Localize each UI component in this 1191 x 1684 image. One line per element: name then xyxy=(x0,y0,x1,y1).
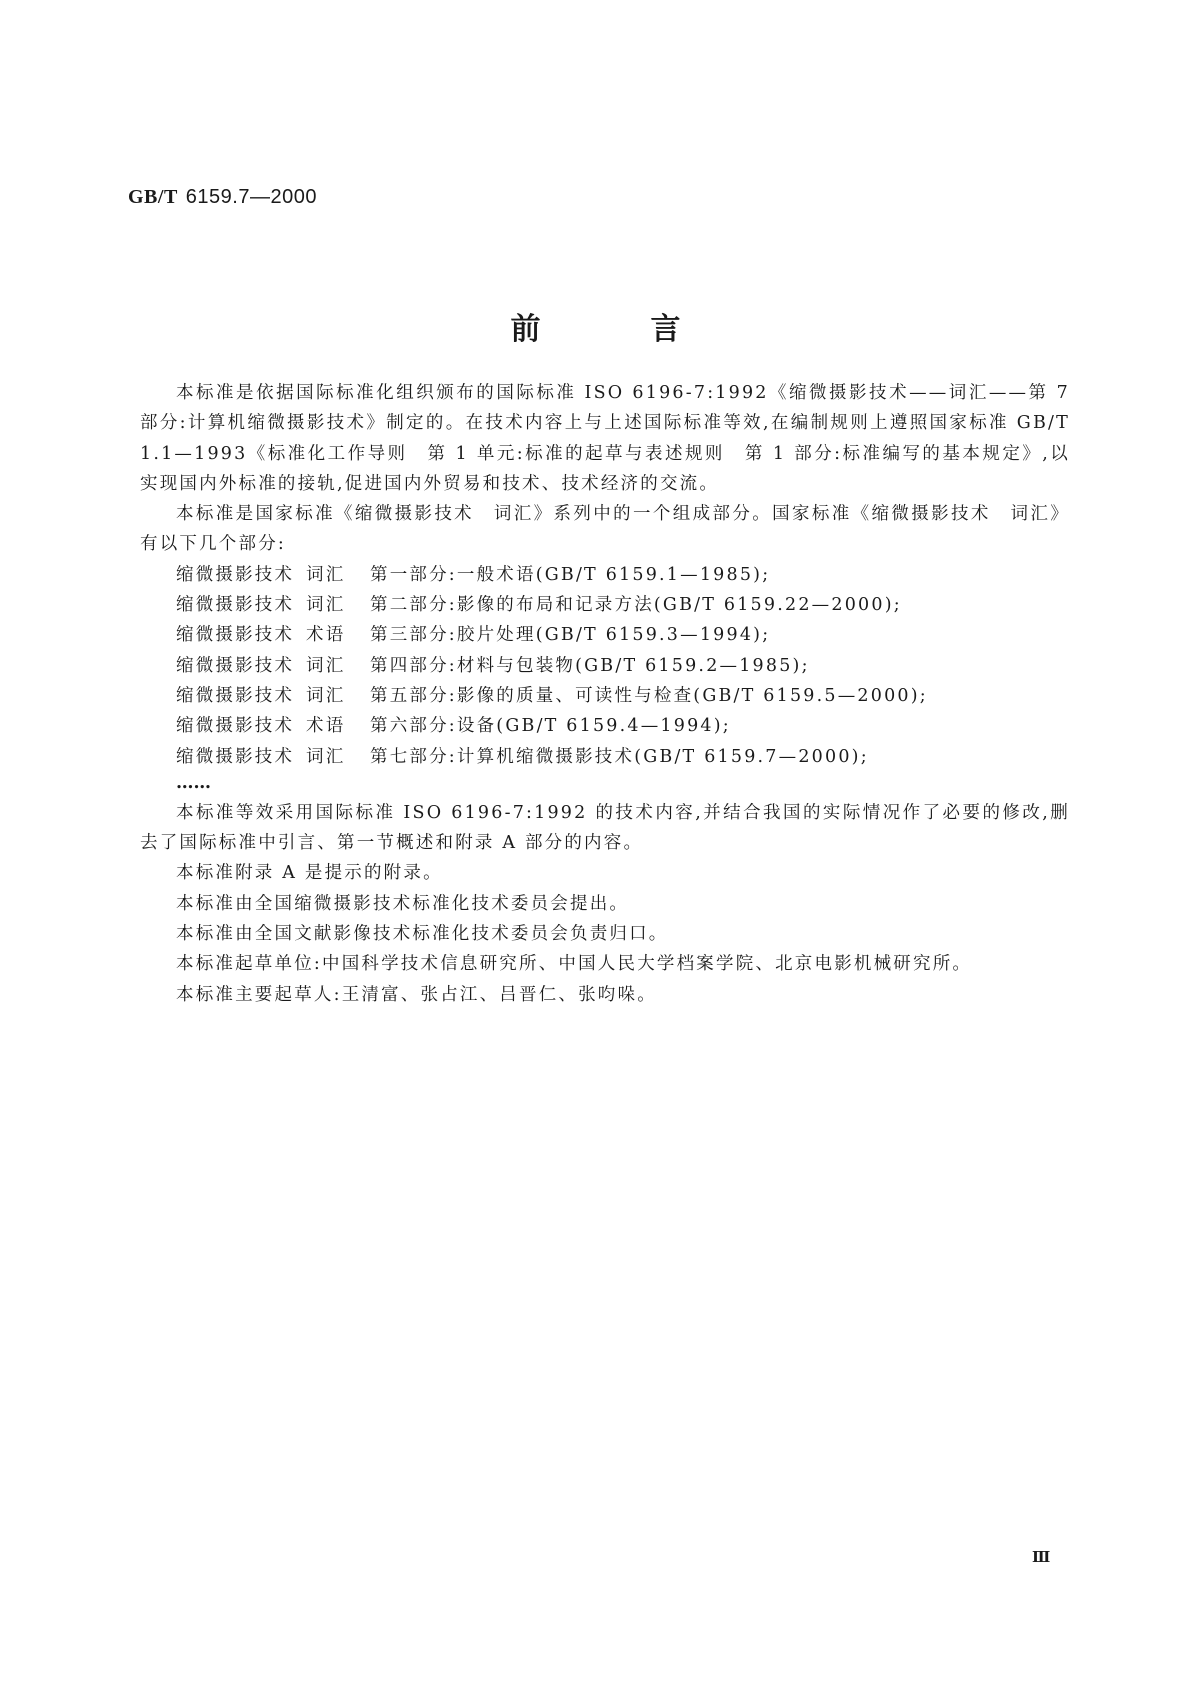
list-item xyxy=(140,711,1070,741)
list-item-part: 第一部分:一般术语(GB/T 6159.1—1985); xyxy=(370,564,771,585)
title-char-2: 言 xyxy=(650,312,681,347)
list-item xyxy=(140,681,1070,711)
list-item-part: 第四部分:材料与包装物(GB/T 6159.2—1985); xyxy=(370,655,810,676)
list-item xyxy=(140,590,1070,620)
list-item-type: 词汇 xyxy=(306,746,346,767)
list-item-type: 词汇 xyxy=(306,595,346,616)
list-item xyxy=(140,620,1070,650)
list-item xyxy=(140,560,1070,590)
list-item-type: 词汇 xyxy=(306,564,346,585)
paragraph-appendix: 本标准附录 A 是提示的附录。 xyxy=(176,863,443,884)
foreword-body xyxy=(140,378,1070,1010)
paragraph-proposer: 本标准由全国缩微摄影技术标准化技术委员会提出。 xyxy=(176,893,630,914)
paragraph-series: 本标准是国家标准《缩微摄影技术 词汇》系列中的一个组成部分。国家标准《缩微摄影技术 词汇》有以下几个部分: xyxy=(140,504,1070,555)
list-item-series: 缩微摄影技术 xyxy=(176,655,295,676)
list-item-part: 第三部分:胶片处理(GB/T 6159.3—1994); xyxy=(370,625,771,646)
paragraph-drafting-units: 本标准起草单位:中国科学技术信息研究所、中国人民大学档案学院、北京电影机械研究所。 xyxy=(176,954,973,975)
standard-code-prefix: GB/T xyxy=(128,186,178,208)
list-item-series: 缩微摄影技术 xyxy=(176,625,295,646)
paragraph-administrator: 本标准由全国文献影像技术标准化技术委员会负责归口。 xyxy=(176,924,669,945)
page-title xyxy=(0,310,1191,350)
list-item-series: 缩微摄影技术 xyxy=(176,685,295,706)
paragraph-basis: 本标准是依据国际标准化组织颁布的国际标准 ISO 6196-7:1992《缩微摄影技术——词汇——第 7 部分:计算机缩微摄影技术》制定的。在技术内容上与上述国际标准等效,在编制规则上遵照国家标准 GB/T 1.1—1993《标准化工作导则 第 1 单元:标准的起草与表述规则 第 1 部分:标准编写的基本规定》,以实现国内外标准的接轨,促进国内外贸易和技术、技术经济的交流。 xyxy=(140,383,1070,494)
list-item-series: 缩微摄影技术 xyxy=(176,746,295,767)
list-item-part: 第七部分:计算机缩微摄影技术(GB/T 6159.7—2000); xyxy=(370,746,869,767)
standard-code-number: 6159.7—2000 xyxy=(185,186,317,208)
list-ellipsis: …… xyxy=(176,772,211,793)
list-item xyxy=(140,742,1070,772)
list-item-type: 词汇 xyxy=(306,655,346,676)
page-number: Ⅲ xyxy=(1032,1548,1051,1566)
list-item-series: 缩微摄影技术 xyxy=(176,716,295,737)
paragraph-drafters: 本标准主要起草人:王清富、张占江、吕晋仁、张呁哚。 xyxy=(176,984,657,1005)
parts-list xyxy=(140,560,1070,772)
list-item xyxy=(140,651,1070,681)
list-item-part: 第二部分:影像的布局和记录方法(GB/T 6159.22—2000); xyxy=(370,595,902,616)
paragraph-equivalence: 本标准等效采用国际标准 ISO 6196-7:1992 的技术内容,并结合我国的实际情况作了必要的修改,删去了国际标准中引言、第一节概述和附录 A 部分的内容。 xyxy=(140,802,1070,854)
standard-code-header xyxy=(128,186,317,209)
list-item-type: 词汇 xyxy=(306,685,346,706)
list-item-series: 缩微摄影技术 xyxy=(176,595,295,616)
list-item-series: 缩微摄影技术 xyxy=(176,564,295,585)
list-item-part: 第六部分:设备(GB/T 6159.4—1994); xyxy=(370,716,731,737)
list-item-type: 术语 xyxy=(306,716,346,737)
list-item-part: 第五部分:影像的质量、可读性与检查(GB/T 6159.5—2000); xyxy=(370,685,928,706)
title-char-1: 前 xyxy=(510,312,541,347)
list-item-type: 术语 xyxy=(306,625,346,646)
